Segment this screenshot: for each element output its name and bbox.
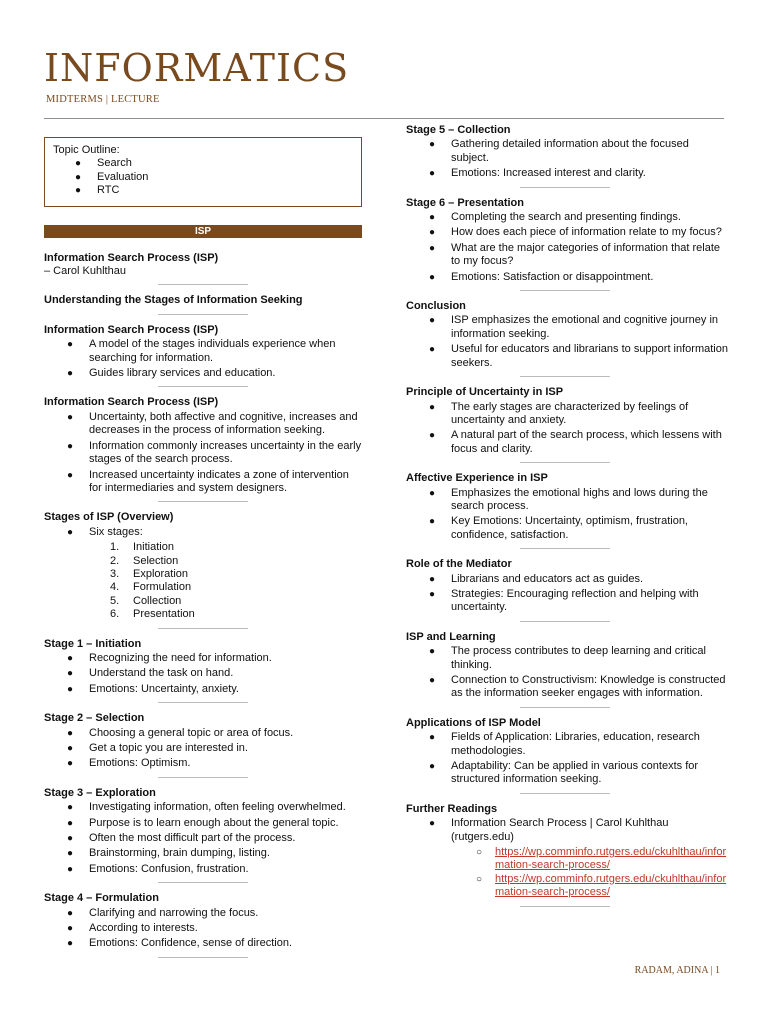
bullet-icon: ● <box>429 242 436 254</box>
bullet-icon: ● <box>75 185 82 197</box>
readings-links <box>406 846 728 900</box>
divider <box>520 906 610 907</box>
bullet-icon: ● <box>67 802 74 814</box>
list-item: ● Key Emotions: Uncertainty, optimism, frustration, confidence, satisfaction. <box>429 515 688 541</box>
bullet-icon: ● <box>67 469 74 481</box>
divider <box>158 284 248 285</box>
divider <box>520 462 610 463</box>
stage6-heading: Stage 6 – Presentation <box>406 196 524 209</box>
bullet-icon: ● <box>429 401 436 413</box>
divider <box>158 957 248 958</box>
bullet-icon: ● <box>429 675 436 686</box>
isp1-list <box>44 338 364 380</box>
list-item: ● Strategies: Encouraging reflection and helping with uncertainty. <box>429 587 699 614</box>
list-item: ● Brainstorming, brain dumping, listing. <box>67 847 270 860</box>
divider <box>520 187 610 188</box>
bullet-icon: ● <box>67 938 74 950</box>
reading-link[interactable]: https://wp.comminfo.rutgers.edu/ckuhlthau/information-search-process/ <box>495 872 727 899</box>
list-item: ● What are the major categories of information that relate to my focus? <box>429 241 721 268</box>
bullet-icon: ● <box>67 727 74 739</box>
isp2-heading: Information Search Process (ISP) <box>44 396 219 409</box>
list-item: ● The early stages are characterized by feelings of uncertainty and anxiety. <box>429 400 689 426</box>
learning-list <box>406 645 728 701</box>
stage1-list <box>44 652 364 696</box>
list-item: ● Evaluation <box>75 170 149 183</box>
bullet-icon: ● <box>429 271 436 283</box>
list-item: ● Emotions: Satisfaction or disappointment. <box>429 270 654 283</box>
page-title: INFORMATICS <box>44 46 350 90</box>
bullet-icon: ● <box>67 923 74 935</box>
bullet-icon: ● <box>67 440 74 452</box>
divider <box>158 702 248 703</box>
list-item: ● Understand the task on hand. <box>67 667 234 680</box>
topic-outline-title: Topic Outline: <box>53 144 120 156</box>
list-item: 2. Selection <box>110 554 179 567</box>
page-footer: RADAM, ADINA | 1 <box>634 965 720 976</box>
bullet-icon: ● <box>67 526 74 538</box>
topic-outline-list <box>53 157 353 197</box>
list-item: ● Librarians and educators act as guides. <box>429 572 644 585</box>
uncertainty-list <box>406 401 728 457</box>
bullet-icon: ● <box>75 171 82 183</box>
page-subtitle: MIDTERMS | LECTURE <box>46 94 160 105</box>
list-item: ● Uncertainty, both affective and cognitive, increases and decreases in the process of information seeking. <box>67 410 358 437</box>
bullet-icon: ● <box>67 758 74 770</box>
list-item: ● Adaptability: Can be applied in various contexts for structured information seeking. <box>429 760 699 786</box>
learning-heading: ISP and Learning <box>406 630 496 643</box>
overview-heading: Stages of ISP (Overview) <box>44 511 174 524</box>
bullet-icon: ● <box>429 168 436 180</box>
affective-list <box>406 487 728 543</box>
list-item: ● Information Search Process | Carol Kuhlthau (rutgers.edu) <box>429 817 669 843</box>
stage2-heading: Stage 2 – Selection <box>44 712 145 725</box>
topic-outline-box <box>44 137 362 207</box>
intro-author: – Carol Kuhlthau <box>44 265 126 278</box>
left-column <box>44 124 364 958</box>
list-item: ● Clarifying and narrowing the focus. <box>67 906 259 919</box>
bullet-icon: ● <box>429 761 436 773</box>
bullet-icon: ● <box>67 683 74 695</box>
bullet-icon: ● <box>429 227 436 239</box>
list-item: ● Often the most difficult part of the process. <box>67 832 296 845</box>
bullet-icon: ● <box>429 487 436 499</box>
bullet-icon: ● <box>429 344 436 356</box>
divider <box>158 386 248 387</box>
divider <box>520 621 610 622</box>
mediator-heading: Role of the Mediator <box>406 558 512 571</box>
bullet-icon: ● <box>429 516 436 528</box>
divider <box>520 376 610 377</box>
isp2-list <box>44 411 364 495</box>
list-item: ● Choosing a general topic or area of focus. <box>67 726 294 739</box>
bullet-icon: ● <box>429 732 436 744</box>
bullet-icon: ● <box>67 863 74 875</box>
list-item: ● Emotions: Optimism. <box>67 757 191 770</box>
bullet-icon: ● <box>75 158 82 170</box>
readings-list <box>406 817 728 844</box>
list-item: ● Six stages: <box>67 525 143 538</box>
list-item: ● How does each piece of information relate to my focus? <box>429 226 722 239</box>
divider <box>520 707 610 708</box>
isp1-heading: Information Search Process (ISP) <box>44 323 219 336</box>
divider <box>158 882 248 883</box>
bullet-icon: ● <box>67 652 74 664</box>
list-item: 3. Exploration <box>110 567 189 580</box>
list-item <box>406 846 728 873</box>
divider <box>158 501 248 502</box>
stage4-heading: Stage 4 – Formulation <box>44 892 159 905</box>
divider <box>520 548 610 549</box>
header-rule <box>44 118 724 119</box>
list-item: ● Get a topic you are interested in. <box>67 742 248 754</box>
bullet-icon: ● <box>429 139 436 151</box>
list-item: ● Guides library services and education. <box>67 367 276 380</box>
bullet-icon: ● <box>429 588 436 600</box>
stage3-heading: Stage 3 – Exploration <box>44 786 156 799</box>
divider <box>158 314 248 315</box>
bullet-icon: ● <box>67 817 74 829</box>
stage5-list <box>406 138 728 180</box>
list-item: ● Gathering detailed information about the focused subject. <box>429 138 689 164</box>
list-item: ● Emotions: Confusion, frustration. <box>67 862 249 875</box>
bullet-icon: ● <box>67 907 74 919</box>
bullet-icon: ● <box>67 743 74 754</box>
circle-bullet-icon: ○ <box>476 847 483 859</box>
divider <box>158 628 248 629</box>
list-item: ● Information commonly increases uncertainty in the early stages of the search process. <box>67 439 362 466</box>
list-item: ● Search <box>75 157 132 170</box>
bullet-icon: ● <box>429 430 436 442</box>
list-item: ● Useful for educators and librarians to support information seekers. <box>429 343 728 369</box>
list-item: ● Emphasizes the emotional highs and lows during the search process. <box>429 486 708 512</box>
list-item: ● Increased uncertainty indicates a zone of intervention for intermediaries and system designers. <box>67 468 349 494</box>
list-item: ● A natural part of the search process, which lessens with focus and clarity. <box>429 429 722 455</box>
list-item: ● Emotions: Increased interest and clarity. <box>429 167 646 180</box>
applications-heading: Applications of ISP Model <box>406 716 541 729</box>
bullet-icon: ● <box>429 212 436 224</box>
bullet-icon: ● <box>67 368 74 380</box>
stage2-list <box>44 727 364 771</box>
list-item: ● Emotions: Uncertainty, anxiety. <box>67 682 239 695</box>
bullet-icon: ● <box>67 339 74 351</box>
readings-heading: Further Readings <box>406 802 498 815</box>
bullet-icon: ● <box>67 848 74 860</box>
divider <box>520 793 610 794</box>
uncertainty-heading: Principle of Uncertainty in ISP <box>406 386 564 399</box>
conclusion-heading: Conclusion <box>406 300 466 313</box>
list-item: ● Purpose is to learn enough about the general topic. <box>67 816 339 829</box>
bullet-icon: ● <box>67 833 74 845</box>
affective-heading: Affective Experience in ISP <box>406 472 548 485</box>
bullet-icon: ● <box>429 646 436 658</box>
stages-numbered-list <box>44 541 364 621</box>
section-band-isp: ISP <box>44 225 362 238</box>
understanding-heading: Understanding the Stages of Information Seeking <box>44 294 303 307</box>
overview-list <box>44 526 364 539</box>
divider <box>158 777 248 778</box>
stage6-list <box>406 211 728 284</box>
applications-list <box>406 731 728 787</box>
list-item: 6. Presentation <box>110 608 195 621</box>
circle-bullet-icon: ○ <box>476 873 483 885</box>
stage5-heading: Stage 5 – Collection <box>406 124 511 136</box>
divider <box>520 290 610 291</box>
intro-title: Information Search Process (ISP) <box>44 251 219 264</box>
list-item: ● Emotions: Confidence, sense of direction. <box>67 937 293 950</box>
stage3-list <box>44 801 364 876</box>
stage4-list <box>44 907 364 951</box>
list-item: ● According to interests. <box>67 922 198 935</box>
mediator-list <box>406 573 728 615</box>
list-item: ● RTC <box>75 184 120 197</box>
stage1-heading: Stage 1 – Initiation <box>44 637 142 650</box>
bullet-icon: ● <box>429 818 436 830</box>
bullet-icon: ● <box>429 315 436 327</box>
list-item: ● Recognizing the need for information. <box>67 651 272 664</box>
list-item: ● The process contributes to deep learning and critical thinking. <box>429 645 706 671</box>
list-item: 1. Initiation <box>110 541 174 554</box>
bullet-icon: ● <box>67 411 74 423</box>
bullet-icon: ● <box>67 668 74 680</box>
list-item <box>406 873 728 900</box>
list-item: ● A model of the stages individuals experience when searching for information. <box>67 338 336 364</box>
list-item: ● Connection to Constructivism: Knowledge is constructed as the information seeker engages with information. <box>429 674 726 700</box>
list-item: ● Completing the search and presenting findings. <box>429 211 681 224</box>
list-item: ● ISP emphasizes the emotional and cognitive journey in information seeking. <box>429 314 719 340</box>
list-item: 5. Collection <box>110 594 182 607</box>
reading-link[interactable]: https://wp.comminfo.rutgers.edu/ckuhlthau/information-search-process/ <box>495 846 727 872</box>
list-item: ● Fields of Application: Libraries, education, research methodologies. <box>429 731 700 757</box>
conclusion-list <box>406 314 728 370</box>
bullet-icon: ● <box>429 573 436 585</box>
right-column <box>406 124 728 907</box>
list-item: 4. Formulation <box>110 581 192 594</box>
list-item: ● Investigating information, often feeling overwhelmed. <box>67 801 346 814</box>
